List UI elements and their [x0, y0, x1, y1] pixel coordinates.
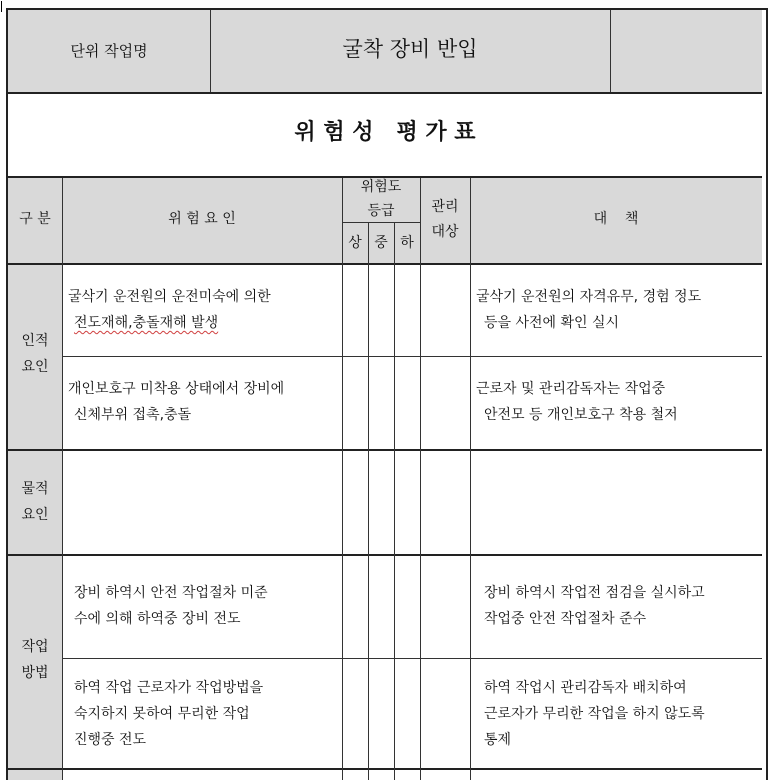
rule — [62, 658, 762, 659]
category-material-line1: 물적 — [21, 481, 49, 497]
rule — [342, 178, 343, 780]
rule — [394, 222, 395, 780]
col-risk-level-line1: 위험도 — [360, 179, 402, 195]
rule — [470, 178, 471, 780]
category-method-line1: 작업 — [21, 639, 49, 655]
text-cursor — [1, 1, 2, 12]
rule — [420, 178, 421, 780]
category-human-line1: 인적 — [21, 333, 49, 349]
task-title: 굴착 장비 반입 — [342, 37, 478, 61]
col-risk-level-line2: 등급 — [367, 203, 395, 219]
col-level-low: 하 — [400, 235, 414, 251]
rule — [8, 449, 762, 451]
category-human-line2: 요인 — [21, 359, 49, 375]
col-level-high: 상 — [348, 235, 362, 251]
measure-text: 작업중 안전 작업절차 준수 — [484, 611, 647, 627]
unit-task-label: 단위 작업명 — [70, 42, 148, 60]
measure-text: 근로자 및 관리감독자는 작업중 — [476, 381, 666, 397]
hazard-text: 신체부위 접촉,충돌 — [74, 407, 192, 423]
category-material-line2: 요인 — [21, 507, 49, 523]
rule — [62, 356, 762, 357]
col-manage-line2: 대상 — [431, 224, 459, 240]
hazard-text: 개인보호구 미착용 상태에서 장비에 — [68, 381, 285, 397]
col-manage-line1: 관리 — [431, 199, 459, 215]
col-level-mid: 중 — [374, 235, 388, 251]
rule — [62, 178, 63, 780]
measure-text: 하역 작업시 관리감독자 배치하여 — [484, 680, 687, 696]
rule — [610, 10, 611, 92]
hazard-text: 장비 하역시 안전 작업절차 미준 — [74, 585, 268, 601]
col-hazard: 위 험 요 인 — [168, 211, 236, 227]
rule — [8, 92, 762, 94]
rule — [8, 263, 762, 265]
risk-assessment-form — [6, 8, 768, 780]
measure-text: 굴삭기 운전원의 자격유무, 경험 정도 — [476, 289, 702, 305]
hazard-text: 굴삭기 운전원의 운전미숙에 의한 — [68, 289, 271, 305]
category-method-line2: 방법 — [21, 665, 49, 681]
col-measure: 대 책 — [593, 211, 639, 227]
form-title: 위 험 성 평 가 표 — [294, 120, 476, 145]
hazard-text: 수에 의해 하역중 장비 전도 — [74, 611, 241, 627]
rule — [368, 222, 369, 780]
hazard-text: 진행중 전도 — [74, 732, 147, 748]
measure-text: 장비 하역시 작업전 점검을 실시하고 — [484, 585, 705, 601]
col-category: 구 분 — [19, 211, 51, 227]
measure-text: 등을 사전에 확인 실시 — [484, 315, 620, 331]
measure-text: 통제 — [484, 732, 512, 748]
hazard-text: 하역 작업 근로자가 작업방법을 — [74, 680, 264, 696]
hazard-text: 전도재해,충돌재해 발생 — [74, 315, 219, 331]
measure-text: 안전모 등 개인보호구 착용 철저 — [484, 407, 678, 423]
measure-text: 근로자가 무리한 작업을 하지 않도록 — [484, 706, 705, 722]
hazard-text: 숙지하지 못하여 무리한 작업 — [74, 706, 250, 722]
rule — [8, 554, 762, 556]
